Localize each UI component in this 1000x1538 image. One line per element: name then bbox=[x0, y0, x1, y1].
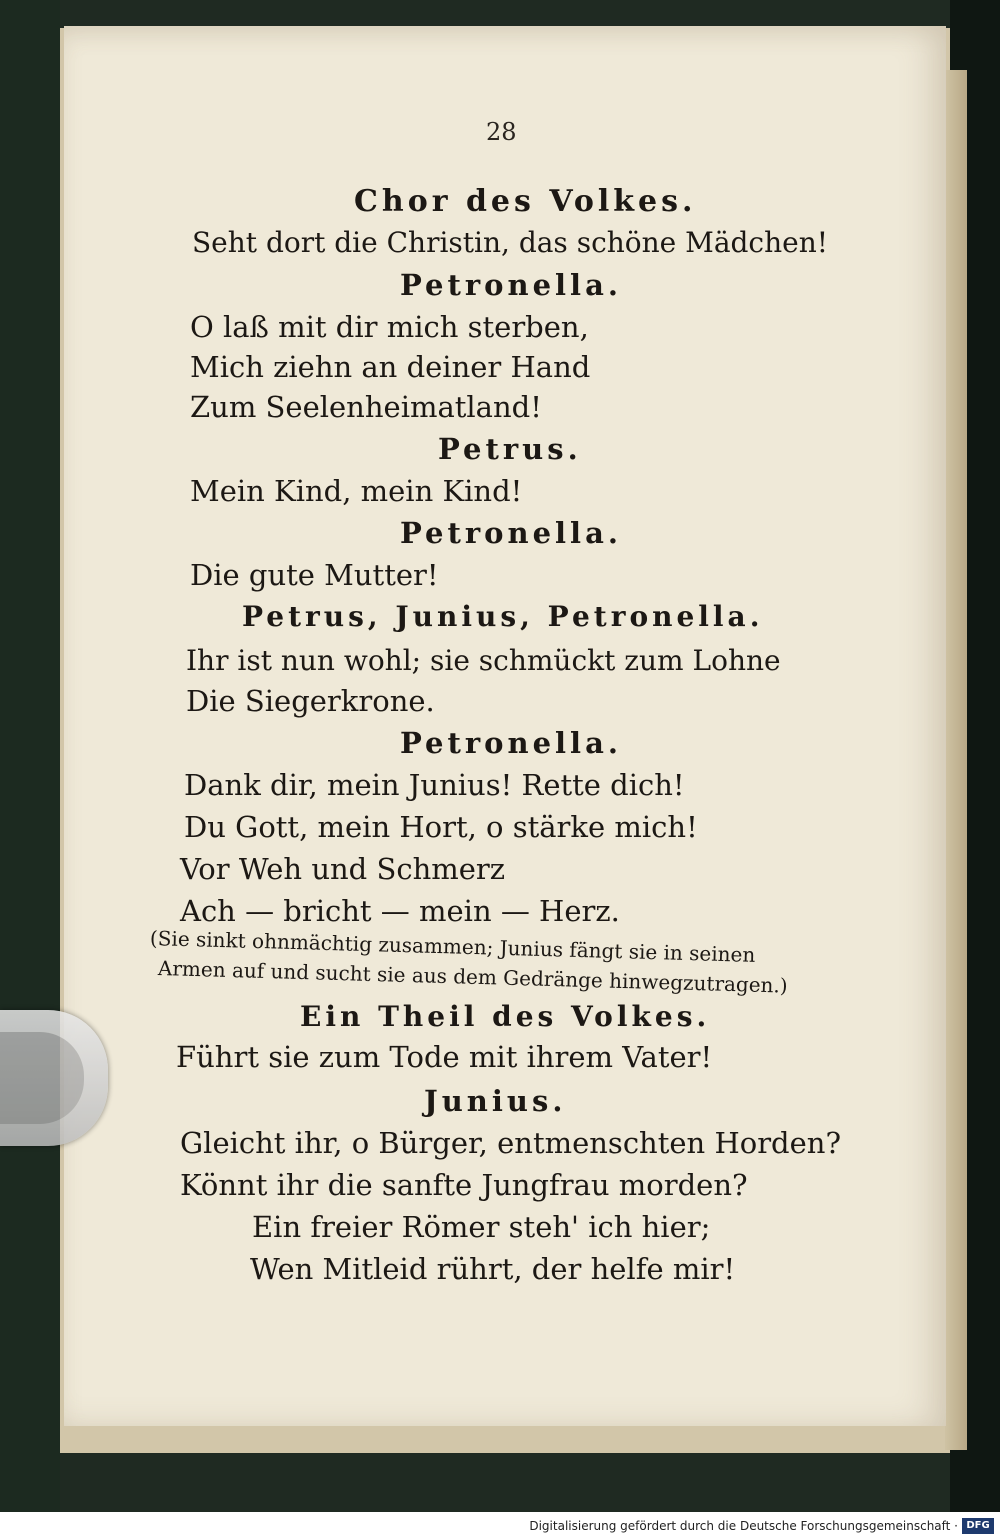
speaker-junius: Junius. bbox=[424, 1084, 567, 1118]
text-line: Wen Mitleid rührt, der helfe mir! bbox=[250, 1252, 736, 1286]
text-line: Du Gott, mein Hort, o stärke mich! bbox=[184, 810, 698, 844]
speaker-chor: Chor des Volkes. bbox=[354, 184, 697, 219]
text-line: Zum Seelenheimatland! bbox=[190, 390, 542, 424]
text-line: Dank dir, mein Junius! Rette dich! bbox=[184, 768, 685, 802]
stage-direction: Armen auf und sucht sie aus dem Gedränge hinwegzutragen.) bbox=[157, 956, 788, 998]
text-line: Ein freier Römer steh' ich hier; bbox=[252, 1210, 711, 1244]
text-line: Mich ziehn an deiner Hand bbox=[190, 350, 591, 384]
text-line: Die gute Mutter! bbox=[190, 558, 439, 592]
text-line: Die Siegerkrone. bbox=[186, 684, 435, 718]
dfg-logo-icon: DFG bbox=[962, 1518, 994, 1534]
page-number: 28 bbox=[486, 118, 517, 146]
text-line: Mein Kind, mein Kind! bbox=[190, 474, 523, 508]
speaker-ensemble: Petrus, Junius, Petronella. bbox=[242, 600, 764, 633]
text-line: Führt sie zum Tode mit ihrem Vater! bbox=[176, 1040, 713, 1074]
text-line: Ihr ist nun wohl; sie schmückt zum Lohne bbox=[186, 644, 781, 677]
text-line: Gleicht ihr, o Bürger, entmenschten Horden? bbox=[180, 1126, 842, 1160]
footer-bar bbox=[0, 1512, 1000, 1538]
footer-credit: Digitalisierung gefördert durch die Deutsche Forschungsgemeinschaft · bbox=[529, 1519, 958, 1533]
speaker-petrus: Petrus. bbox=[438, 432, 582, 466]
stage-direction: (Sie sinkt ohnmächtig zusammen; Junius fängt sie in seinen bbox=[149, 926, 756, 967]
speaker-petronella: Petronella. bbox=[400, 726, 622, 760]
text-line: Ach — bricht — mein — Herz. bbox=[180, 894, 620, 928]
speaker-petronella: Petronella. bbox=[400, 516, 622, 550]
text-line: Seht dort die Christin, das schöne Mädchen! bbox=[192, 226, 829, 259]
text-line: O laß mit dir mich sterben, bbox=[190, 310, 589, 344]
speaker-volk: Ein Theil des Volkes. bbox=[300, 1000, 711, 1033]
page-clip bbox=[0, 1010, 108, 1146]
text-line: Könnt ihr die sanfte Jungfrau morden? bbox=[180, 1168, 748, 1202]
speaker-petronella: Petronella. bbox=[400, 268, 622, 302]
text-line: Vor Weh und Schmerz bbox=[180, 852, 506, 886]
